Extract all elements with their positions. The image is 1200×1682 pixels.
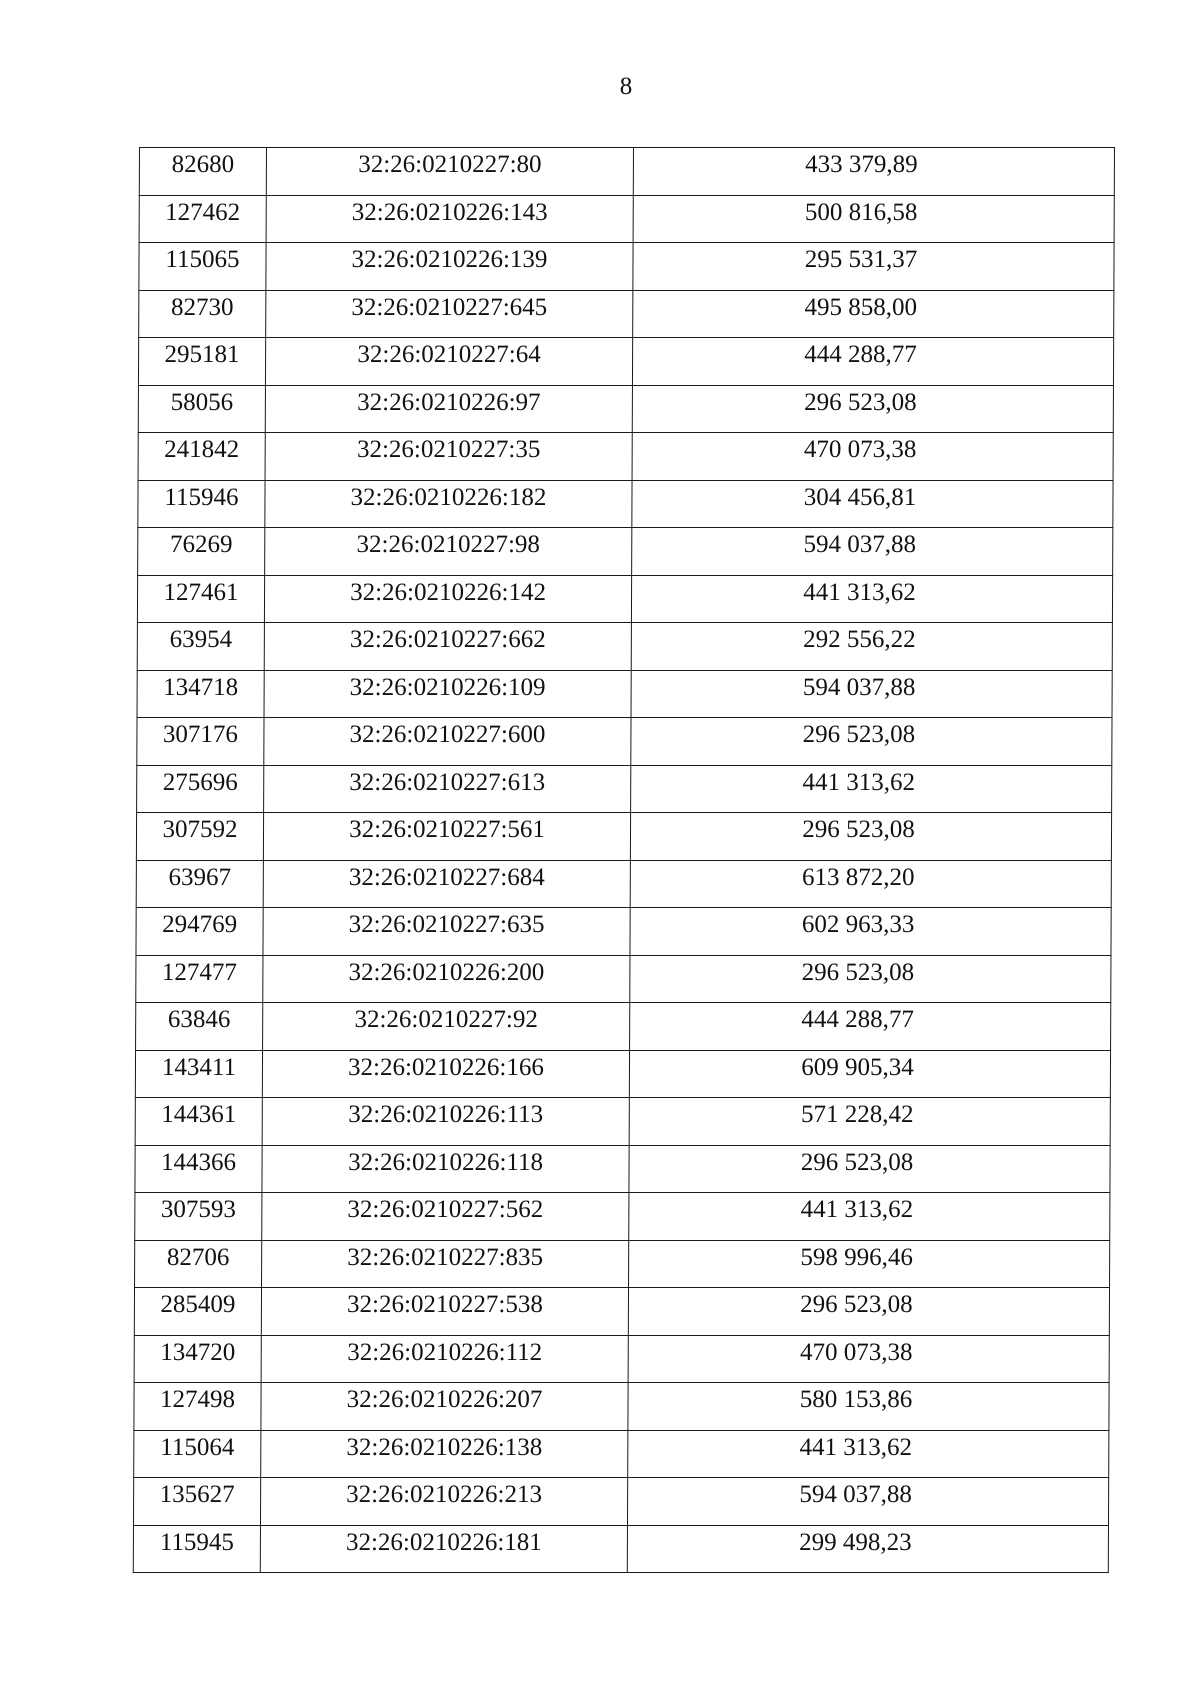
cadastral-number-cell xyxy=(264,575,631,623)
record-id-cell xyxy=(139,290,266,338)
record-id-cell-text: 82680 xyxy=(171,151,235,178)
record-id-cell xyxy=(137,623,264,671)
cadastral-number-cell xyxy=(265,528,632,576)
record-id-cell-text: 295181 xyxy=(164,341,240,368)
cadastral-number-cell xyxy=(261,1288,628,1336)
record-id-cell-text: 135627 xyxy=(159,1481,235,1508)
cadastral-number-cell xyxy=(263,860,630,908)
cadastral-number-cell-text: 32:26:0210227:538 xyxy=(346,1291,543,1318)
record-id-cell-text: 275696 xyxy=(162,768,238,796)
cadastral-number-cell-text: 32:26:0210227:835 xyxy=(347,1243,544,1271)
table-row xyxy=(135,1193,1110,1241)
cadastral-number-cell xyxy=(262,1240,629,1288)
cadastral-number-cell-text: 32:26:0210227:64 xyxy=(357,341,541,368)
record-id-cell xyxy=(138,385,265,433)
table-row xyxy=(138,433,1113,481)
value-cell-text: 444 288,77 xyxy=(804,341,917,368)
value-cell-text: 296 523,08 xyxy=(802,721,916,748)
value-cell-text: 296 523,08 xyxy=(800,1291,913,1318)
value-cell xyxy=(633,290,1114,338)
cadastral-number-cell-text: 32:26:0210226:200 xyxy=(348,958,545,986)
record-id-cell-text: 63846 xyxy=(167,1006,231,1033)
value-cell xyxy=(630,860,1111,908)
record-id-cell-text: 63954 xyxy=(169,626,233,653)
cadastral-number-cell xyxy=(266,290,633,338)
value-cell-text: 470 073,38 xyxy=(799,1338,913,1366)
value-cell xyxy=(628,1430,1109,1478)
cadastral-number-cell-text: 32:26:0210226:182 xyxy=(350,483,547,511)
cadastral-number-cell-text: 32:26:0210227:684 xyxy=(348,863,545,891)
record-id-cell-text: 58056 xyxy=(170,388,234,416)
record-id-cell xyxy=(133,1525,260,1573)
record-id-cell-text: 307592 xyxy=(162,816,238,843)
value-cell-text: 441 313,62 xyxy=(802,768,916,796)
cadastral-number-cell xyxy=(265,338,632,386)
table-row xyxy=(134,1430,1109,1478)
record-id-cell-text: 76269 xyxy=(169,531,233,558)
record-id-cell-text: 285409 xyxy=(160,1291,236,1318)
cadastral-number-cell-text: 32:26:0210226:213 xyxy=(346,1481,543,1508)
record-id-cell xyxy=(137,718,264,766)
record-id-cell-text: 134718 xyxy=(163,673,239,701)
cadastral-number-cell xyxy=(262,1145,629,1193)
record-id-cell-text: 241842 xyxy=(164,436,240,463)
value-cell-text: 594 037,88 xyxy=(799,1481,912,1508)
record-id-cell-text: 307593 xyxy=(160,1196,236,1223)
value-cell xyxy=(631,575,1112,623)
cadastral-number-cell-text: 32:26:0210226:207 xyxy=(346,1386,543,1413)
value-cell-text: 602 963,33 xyxy=(801,911,915,938)
value-cell xyxy=(630,908,1111,956)
cadastral-number-cell xyxy=(265,480,632,528)
record-id-cell xyxy=(136,1003,263,1051)
record-id-cell xyxy=(136,813,263,861)
record-id-cell xyxy=(136,908,263,956)
cadastral-number-cell xyxy=(264,623,631,671)
value-cell-text: 296 523,08 xyxy=(802,816,915,843)
record-id-cell xyxy=(135,1050,262,1098)
record-id-cell xyxy=(138,338,265,386)
value-cell-text: 441 313,62 xyxy=(803,578,916,606)
record-id-cell xyxy=(134,1430,261,1478)
cadastral-number-cell xyxy=(264,765,631,813)
value-cell-text: 613 872,20 xyxy=(802,863,915,891)
cadastral-number-cell-text: 32:26:0210227:80 xyxy=(358,151,542,178)
table-row xyxy=(135,1050,1110,1098)
table-row xyxy=(139,148,1114,196)
table-row xyxy=(137,670,1112,718)
record-id-cell xyxy=(138,480,265,528)
record-id-cell xyxy=(137,575,264,623)
cadastral-number-cell xyxy=(264,670,631,718)
value-cell-text: 594 037,88 xyxy=(803,531,917,558)
table-row xyxy=(139,290,1114,338)
record-id-cell xyxy=(138,433,265,481)
cadastral-number-cell-text: 32:26:0210227:562 xyxy=(347,1196,544,1223)
table-row xyxy=(134,1288,1109,1336)
record-id-cell xyxy=(138,528,265,576)
value-cell-text: 441 313,62 xyxy=(800,1196,914,1223)
value-cell xyxy=(628,1288,1109,1336)
record-id-cell xyxy=(135,1145,262,1193)
record-id-cell xyxy=(134,1383,261,1431)
value-cell xyxy=(633,195,1114,243)
table-row xyxy=(136,908,1111,956)
value-cell-text: 444 288,77 xyxy=(801,1006,915,1033)
cadastral-number-cell xyxy=(262,1193,629,1241)
record-id-cell xyxy=(137,765,264,813)
cadastral-number-cell xyxy=(263,1003,630,1051)
record-id-cell-text: 115945 xyxy=(159,1528,235,1556)
value-cell-text: 292 556,22 xyxy=(803,626,916,653)
value-cell-text: 594 037,88 xyxy=(802,673,916,701)
record-id-cell-text: 115065 xyxy=(165,246,240,273)
table-row xyxy=(136,813,1111,861)
cadastral-number-cell xyxy=(260,1525,627,1573)
value-cell xyxy=(629,1240,1110,1288)
record-id-cell-text: 82730 xyxy=(170,293,234,321)
cadastral-number-cell xyxy=(261,1335,628,1383)
cadastral-number-cell-text: 32:26:0210227:35 xyxy=(356,436,541,463)
record-id-cell xyxy=(136,860,263,908)
record-id-cell-text: 63967 xyxy=(168,863,232,891)
cadastral-number-cell-text: 32:26:0210226:181 xyxy=(345,1528,542,1556)
value-cell-text: 500 816,58 xyxy=(804,198,918,226)
cadastral-number-cell xyxy=(266,243,633,291)
record-id-cell-text: 307176 xyxy=(162,721,238,748)
record-id-cell-text: 115946 xyxy=(164,483,239,511)
table-row xyxy=(137,765,1112,813)
cadastral-number-cell-text: 32:26:0210227:600 xyxy=(349,721,546,748)
cadastral-number-cell xyxy=(264,718,631,766)
record-id-cell-text: 127477 xyxy=(161,958,237,986)
value-cell xyxy=(631,718,1112,766)
table-row xyxy=(133,1478,1108,1526)
record-id-cell-text: 144361 xyxy=(161,1101,237,1128)
value-cell xyxy=(631,670,1112,718)
cadastral-number-cell xyxy=(265,433,632,481)
record-id-cell-text: 143411 xyxy=(161,1053,237,1081)
cadastral-number-cell xyxy=(266,148,633,196)
value-cell-text: 441 313,62 xyxy=(799,1433,913,1461)
value-cell xyxy=(630,1003,1111,1051)
table-row xyxy=(133,1525,1108,1573)
value-cell-text: 299 498,23 xyxy=(799,1528,912,1556)
value-cell xyxy=(629,1050,1110,1098)
value-cell-text: 470 073,38 xyxy=(803,436,917,463)
value-cell xyxy=(627,1525,1108,1573)
value-cell xyxy=(629,1193,1110,1241)
value-cell-text: 609 905,34 xyxy=(801,1053,914,1081)
table-row xyxy=(138,338,1113,386)
table-row xyxy=(134,1335,1109,1383)
record-id-cell-text: 115064 xyxy=(160,1433,235,1461)
table-row xyxy=(135,1098,1110,1146)
record-id-cell xyxy=(139,148,266,196)
record-id-cell xyxy=(134,1335,261,1383)
record-id-cell xyxy=(135,1098,262,1146)
value-cell xyxy=(633,243,1114,291)
record-id-cell xyxy=(139,195,266,243)
value-cell-text: 296 523,08 xyxy=(804,388,917,416)
record-id-cell xyxy=(134,1288,261,1336)
value-cell xyxy=(633,148,1114,196)
cadastral-number-cell-text: 32:26:0210227:561 xyxy=(349,816,546,843)
value-cell-text: 296 523,08 xyxy=(800,1148,914,1176)
value-cell xyxy=(632,338,1113,386)
value-cell xyxy=(632,385,1113,433)
value-cell xyxy=(630,813,1111,861)
cadastral-number-cell-text: 32:26:0210227:92 xyxy=(354,1006,538,1033)
cadastral-number-cell xyxy=(263,908,630,956)
cadastral-number-cell xyxy=(261,1430,628,1478)
value-cell xyxy=(628,1335,1109,1383)
value-cell-text: 598 996,46 xyxy=(800,1243,913,1271)
value-cell-text: 495 858,00 xyxy=(804,293,918,321)
record-id-cell xyxy=(137,670,264,718)
value-cell-text: 571 228,42 xyxy=(800,1101,914,1128)
value-cell-text: 296 523,08 xyxy=(801,958,915,986)
cadastral-number-cell-text: 32:26:0210227:645 xyxy=(351,293,548,321)
table-row xyxy=(138,385,1113,433)
record-id-cell xyxy=(135,1193,262,1241)
record-id-cell-text: 127461 xyxy=(163,578,239,606)
table-row xyxy=(136,860,1111,908)
value-cell-text: 433 379,89 xyxy=(805,151,918,178)
cadastral-number-cell xyxy=(262,1050,629,1098)
record-id-cell xyxy=(135,1240,262,1288)
value-cell xyxy=(627,1478,1108,1526)
cadastral-number-cell-text: 32:26:0210226:97 xyxy=(357,388,541,416)
cadastral-number-cell-text: 32:26:0210226:138 xyxy=(346,1433,543,1461)
record-id-cell-text: 127462 xyxy=(165,198,241,226)
value-cell xyxy=(632,480,1113,528)
cadastral-number-cell-text: 32:26:0210227:98 xyxy=(356,531,540,558)
record-id-cell-text: 82706 xyxy=(166,1243,230,1271)
record-id-cell xyxy=(139,243,266,291)
table-row xyxy=(136,955,1111,1003)
record-id-cell xyxy=(136,955,263,1003)
value-cell xyxy=(628,1383,1109,1431)
cadastral-number-cell xyxy=(266,195,633,243)
cadastral-number-cell-text: 32:26:0210226:142 xyxy=(350,578,547,606)
record-id-cell xyxy=(133,1478,260,1526)
record-id-cell-text: 294769 xyxy=(162,911,238,938)
value-cell-text: 295 531,37 xyxy=(804,246,918,273)
table-row xyxy=(139,195,1114,243)
value-cell-text: 304 456,81 xyxy=(803,483,917,511)
cadastral-number-cell xyxy=(261,1383,628,1431)
value-cell xyxy=(630,955,1111,1003)
table-row xyxy=(137,718,1112,766)
cadastral-number-cell xyxy=(263,813,630,861)
data-table xyxy=(133,147,1115,1573)
cadastral-number-cell xyxy=(265,385,632,433)
table-row xyxy=(137,623,1112,671)
table-row xyxy=(134,1383,1109,1431)
cadastral-number-cell-text: 32:26:0210226:113 xyxy=(348,1101,544,1128)
cadastral-number-cell-text: 32:26:0210227:635 xyxy=(348,911,545,938)
cadastral-number-cell xyxy=(263,955,630,1003)
cadastral-number-cell-text: 32:26:0210226:118 xyxy=(348,1148,544,1176)
cadastral-number-cell xyxy=(260,1478,627,1526)
table-row xyxy=(138,528,1113,576)
page-number: 8 xyxy=(619,73,633,100)
value-cell-text: 580 153,86 xyxy=(799,1386,913,1413)
cadastral-number-cell-text: 32:26:0210227:662 xyxy=(349,626,546,653)
value-cell xyxy=(631,623,1112,671)
cadastral-number-cell-text: 32:26:0210226:166 xyxy=(348,1053,544,1081)
cadastral-number-cell xyxy=(262,1098,629,1146)
cadastral-number-cell-text: 32:26:0210226:143 xyxy=(351,198,548,226)
table-row xyxy=(135,1145,1110,1193)
value-cell xyxy=(631,765,1112,813)
table-body xyxy=(133,148,1114,1573)
table-row xyxy=(136,1003,1111,1051)
table-row xyxy=(137,575,1112,623)
cadastral-number-cell-text: 32:26:0210226:139 xyxy=(351,246,548,273)
table-row xyxy=(138,480,1113,528)
record-id-cell-text: 127498 xyxy=(159,1386,236,1413)
table-row xyxy=(135,1240,1110,1288)
value-cell xyxy=(632,528,1113,576)
table-row xyxy=(139,243,1114,291)
value-cell xyxy=(632,433,1113,481)
cadastral-number-cell-text: 32:26:0210226:109 xyxy=(349,673,546,701)
value-cell xyxy=(629,1098,1110,1146)
cadastral-number-cell-text: 32:26:0210226:112 xyxy=(347,1338,543,1366)
record-id-cell-text: 144366 xyxy=(161,1148,237,1176)
cadastral-number-cell-text: 32:26:0210227:613 xyxy=(349,768,546,796)
record-id-cell-text: 134720 xyxy=(160,1338,236,1366)
value-cell xyxy=(629,1145,1110,1193)
